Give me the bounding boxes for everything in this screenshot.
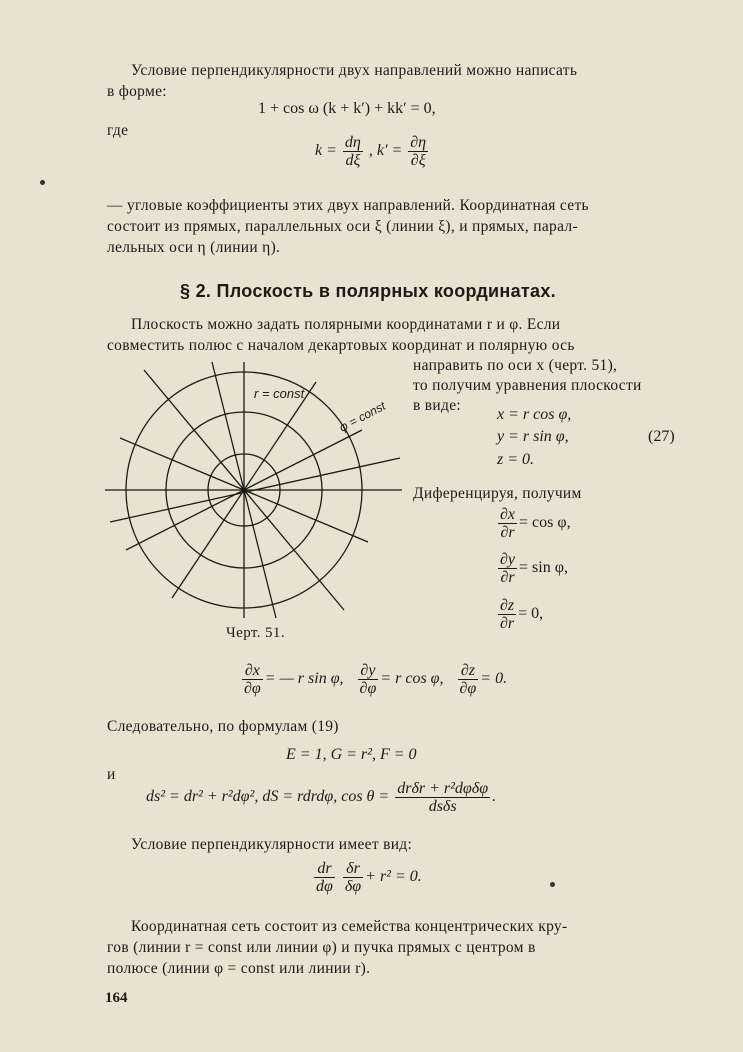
dr-num: dr: [314, 860, 335, 878]
perp-condition-formula: [312, 860, 422, 895]
dy-dphi-frac: [358, 662, 379, 697]
formula-perpendicular: 1 + cos ω (k + k′) + kk′ = 0,: [258, 100, 436, 117]
kp-num: ∂η: [410, 134, 427, 151]
dy-dphi-den: ∂φ: [359, 680, 377, 697]
page-number: 164: [105, 990, 128, 1006]
dx-dphi-rhs: = — r sin φ,: [264, 670, 344, 688]
deltar-num: δr: [343, 860, 363, 878]
dy-dr-frac: [498, 551, 517, 586]
equation-number: (27): [648, 428, 675, 445]
deriv-x-r: [496, 506, 571, 541]
eq-y: y = r sin φ,: [497, 428, 569, 445]
dx-dphi-den: ∂φ: [244, 680, 261, 697]
dr-dphi-frac: [314, 860, 335, 895]
and-text: и: [107, 766, 116, 783]
para1-line2: в форме:: [107, 83, 167, 100]
dx-dr-frac: [498, 506, 517, 541]
dr-den: ∂r: [500, 524, 515, 541]
k-num: dη: [344, 134, 361, 151]
diff-text: Диференцируя, получим: [413, 485, 582, 502]
deltaphi-den: δφ: [344, 878, 362, 895]
para3-line1: Плоскость можно задать полярными координатами r и φ. Если: [131, 316, 561, 333]
para2-line2: состоит из прямых, параллельных оси ξ (линии ξ), и прямых, парал-: [107, 218, 578, 235]
dr-den-2: ∂r: [500, 569, 515, 586]
figure-caption: Черт. 51.: [226, 625, 285, 641]
deltar-deltaphi-frac: [343, 860, 363, 895]
para2-line3: лельных оси η (линии η).: [107, 239, 281, 256]
dx-num: ∂x: [500, 506, 516, 523]
dx-dphi-frac: [242, 662, 263, 697]
para1-line1: Условие перпендикулярности двух направлений можно написать: [131, 62, 578, 79]
dy-dr-rhs: = sin φ,: [519, 559, 568, 577]
speck: [40, 180, 45, 185]
k-den: dξ: [345, 152, 361, 169]
cos-fraction: [395, 780, 490, 815]
dz-dphi-num: ∂z: [458, 662, 479, 680]
kp-fraction: [408, 134, 428, 169]
dphi-den: dφ: [316, 878, 333, 895]
para6-line1: Координатная сеть состоит из семейства концентрических кру-: [131, 918, 568, 935]
formula-k: [315, 134, 430, 169]
label-phi-const: φ = const: [336, 398, 388, 435]
cos-den: dsδs: [428, 798, 457, 815]
cos-end: .: [492, 788, 497, 806]
dz-dphi-den: ∂φ: [459, 680, 477, 697]
kp-lhs: , k′ =: [368, 142, 403, 160]
para4-line1: Следовательно, по формулам (19): [107, 718, 339, 735]
dy-dphi-num: ∂y: [358, 662, 379, 680]
right-line2: то получим уравнения плоскости: [413, 377, 642, 394]
para2-line1: — угловые коэффициенты этих двух направлений. Координатная сеть: [107, 197, 589, 214]
ds-formula: [146, 780, 496, 815]
efg-formula: E = 1, G = r², F = 0: [286, 746, 417, 763]
right-line3: в виде:: [413, 397, 461, 414]
k-fraction: [343, 134, 363, 169]
para6-line3: полюсе (линии φ = const или линии r).: [107, 960, 371, 977]
dz-dr-frac: [498, 597, 516, 632]
speck: [550, 882, 555, 887]
where-text: где: [107, 122, 129, 139]
dr-den-3: ∂r: [500, 615, 515, 632]
para3-line2: совместить полюс с началом декартовых координат и полярную ось: [107, 337, 575, 354]
label-r-const: r = const: [254, 386, 305, 401]
kp-den: ∂ξ: [410, 152, 426, 169]
deriv-z-r: [496, 597, 543, 632]
deriv-y-r: [496, 551, 568, 586]
dx-dphi-num: ∂x: [242, 662, 263, 680]
dz-num: ∂z: [500, 597, 515, 614]
dx-dr-rhs: = cos φ,: [519, 514, 571, 532]
section-heading: § 2. Плоскость в полярных координатах.: [180, 281, 556, 301]
para5-line1: Условие перпендикулярности имеет вид:: [131, 836, 413, 853]
eq-x: x = r cos φ,: [497, 406, 572, 423]
dz-dr-rhs: = 0,: [518, 605, 544, 623]
dy-dphi-rhs: = r cos φ,: [380, 670, 444, 688]
deriv-phi-row: [240, 662, 507, 697]
perp-rhs: + r² = 0.: [365, 868, 422, 886]
k-lhs: k =: [315, 142, 337, 160]
polar-grid-figure: [100, 360, 405, 625]
right-line1: направить по оси x (черт. 51),: [413, 357, 618, 374]
dz-dphi-rhs: = 0.: [480, 670, 508, 688]
eq-z: z = 0.: [497, 451, 535, 468]
dz-dphi-frac: [458, 662, 479, 697]
dy-num: ∂y: [500, 551, 516, 568]
ds-lhs: ds² = dr² + r²dφ², dS = rdrdφ, cos θ =: [146, 788, 390, 806]
cos-num: drδr + r²dφδφ: [397, 780, 489, 797]
para6-line2: гов (линии r = const или линии φ) и пучка прямых с центром в: [107, 939, 536, 956]
